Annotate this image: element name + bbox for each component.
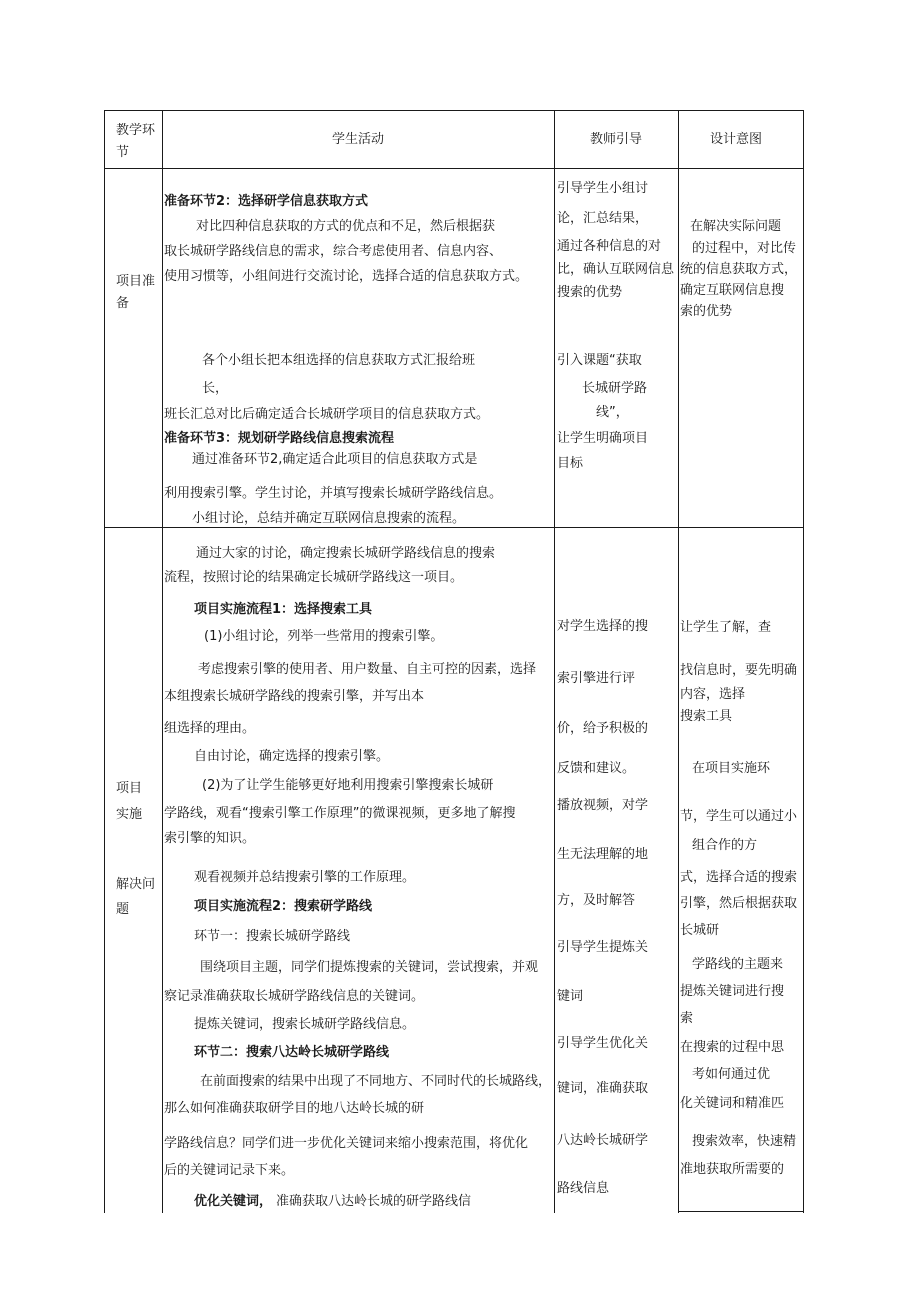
impl-teacher-line: 路线信息: [557, 1181, 610, 1196]
impl-design-line: 准地获取所需要的: [680, 1162, 785, 1177]
impl-student-line: 后的关键词记录下来。: [164, 1163, 295, 1178]
impl-student-line: (2)为了让学生能够更好地利用搜索引擎搜索长城研: [202, 778, 494, 793]
prep-design-line: 在解决实际问题: [690, 219, 782, 234]
impl-design-line: 让学生了解，查: [680, 620, 772, 635]
impl-design-line: 索: [680, 1011, 694, 1026]
impl-teacher-line: 方，及时解答: [557, 893, 636, 908]
impl-student-line: 学路线，观看“搜索引擎工作原理”的微课视频，更多地了解搜: [164, 806, 516, 821]
impl-design-line: 化关键词和精准匹: [680, 1096, 785, 1111]
impl-student-line: 察记录准确获取长城研学路线信息的关键词。: [164, 989, 425, 1004]
impl-student-line: 自由讨论，确定选择的搜索引擎。: [194, 749, 390, 764]
prep-teacher-line: 线”，: [596, 405, 629, 420]
impl-design-line: 长城研: [680, 923, 720, 938]
impl-design-line: 引擎，然后根据获取: [680, 896, 798, 911]
impl-teacher-line: 八达岭长城研学: [557, 1133, 649, 1148]
prep-design-line: 统的信息获取方式，: [680, 262, 798, 277]
prep-teacher-line: 比，确认互联网信息: [557, 262, 675, 277]
prep-teacher-line: 引入课题“获取: [557, 353, 642, 368]
table-left-border: [104, 110, 105, 1213]
impl-design-line: 内容，选择: [680, 687, 746, 702]
table-top-border: [104, 110, 804, 111]
header-stage-line2: 节: [116, 145, 130, 160]
impl-student-line: 本组搜索长城研学路线的搜索引擎，并写出本: [164, 689, 425, 704]
header-student-activity: 学生活动: [332, 132, 385, 147]
prep-student-line: 通过准备环节2,确定适合此项目的信息获取方式是: [192, 452, 478, 467]
impl-student-line: 在前面搜索的结果中出现了不同地方、不同时代的长城路线，: [200, 1074, 552, 1089]
prep-student-line: 小组讨论，总结并确定互联网信息搜索的流程。: [192, 511, 466, 526]
header-stage-line1: 教学环: [116, 123, 156, 138]
impl-stage-label-line3: 解决问: [116, 877, 156, 892]
prep-student-line: 各个小组长把本组选择的信息获取方式汇报给班: [202, 353, 476, 368]
impl-student-line: 组选择的理由。: [164, 721, 256, 736]
prep-student-line: 班长汇总对比后确定适合长城研学项目的信息获取方式。: [164, 407, 490, 422]
impl-student-line: 观看视频并总结搜索引擎的工作原理。: [194, 870, 416, 885]
header-design-intent: 设计意图: [710, 132, 763, 147]
impl-student-line: 流程，按照讨论的结果确定长城研学路线这一项目。: [164, 570, 464, 585]
impl-teacher-line: 引导学生提炼关: [557, 940, 649, 955]
prep-teacher-line: 搜索的优势: [557, 285, 623, 300]
impl-student-line: 环节一：搜索长城研学路线: [194, 929, 351, 944]
impl-teacher-line: 对学生选择的搜: [557, 619, 649, 634]
impl-student-line: (1)小组讨论，列举一些常用的搜索引擎。: [204, 629, 444, 644]
impl-student-line: 提炼关键词，搜索长城研学路线信息。: [194, 1017, 416, 1032]
impl-student-heading: 项目实施流程2：搜索研学路线: [194, 899, 373, 914]
impl-design-line: 提炼关键词进行搜: [680, 984, 785, 999]
prep-design-line: 的过程中，对比传: [692, 241, 797, 256]
impl-student-line: 那么如何准确获取研学目的地八达岭长城的研: [164, 1101, 425, 1116]
prep-teacher-line: 论，汇总结果，: [557, 211, 649, 226]
impl-design-line: 在项目实施环: [692, 761, 771, 776]
prep-student-line: 使用习惯等，小组间进行交流讨论，选择合适的信息获取方式。: [164, 269, 529, 284]
impl-student-line: 准确获取八达岭长城的研学路线信: [276, 1194, 472, 1209]
impl-teacher-line: 键词，准确获取: [557, 1081, 649, 1096]
impl-design-line: 搜索效率，快速精: [692, 1134, 797, 1149]
prep-student-heading: 准备环节2：选择研学信息获取方式: [164, 194, 369, 209]
impl-design-line: 考如何通过优: [692, 1067, 771, 1082]
impl-stage-label-line4: 题: [116, 902, 130, 917]
impl-design-line: 学路线的主题来: [692, 957, 784, 972]
prep-teacher-line: 通过各种信息的对: [557, 239, 662, 254]
col-divider-1: [162, 110, 163, 1213]
impl-teacher-line: 播放视频，对学: [557, 798, 649, 813]
impl-teacher-line: 引导学生优化关: [557, 1036, 649, 1051]
prep-teacher-line: 目标: [557, 456, 584, 471]
prep-student-heading: 准备环节3：规划研学路线信息搜索流程: [164, 431, 395, 446]
impl-teacher-line: 反馈和建议。: [557, 761, 636, 776]
prep-stage-label-line1: 项目准: [116, 274, 156, 289]
impl-student-line: 学路线信息？同学们进一步优化关键词来缩小搜索范围，将优化: [164, 1136, 529, 1151]
impl-design-line: 在搜索的过程中思: [680, 1040, 785, 1055]
impl-design-line: 搜索工具: [680, 709, 733, 724]
impl-teacher-line: 生无法理解的地: [557, 847, 649, 862]
prep-design-line: 确定互联网信息搜: [680, 283, 785, 298]
prep-student-line: 对比四种信息获取的方式的优点和不足，然后根据获: [196, 219, 496, 234]
impl-student-line: 围绕项目主题，同学们提炼搜索的关键词，尝试搜索，并观: [200, 960, 539, 975]
impl-student-line: 索引擎的知识。: [164, 831, 256, 846]
impl-design-line: 节，学生可以通过小: [680, 809, 798, 824]
impl-design-line: 式，选择合适的搜索: [680, 870, 798, 885]
prep-teacher-line: 引导学生小组讨: [557, 181, 649, 196]
prep-student-line: 长，: [202, 381, 229, 396]
prep-student-line: 利用搜索引擎。学生讨论，并填写搜索长城研学路线信息。: [164, 486, 503, 501]
impl-student-heading: 环节二：搜索八达岭长城研学路线: [194, 1045, 390, 1060]
prep-teacher-line: 让学生明确项目: [557, 431, 649, 446]
col-divider-2: [554, 110, 555, 1213]
design-cell-bottom-border: [678, 1211, 804, 1212]
table-right-border: [803, 110, 804, 1213]
impl-design-line: 组合作的方: [692, 838, 758, 853]
impl-teacher-line: 价，给予积极的: [557, 721, 649, 736]
impl-stage-label-line2: 实施: [116, 807, 143, 822]
impl-teacher-line: 键词: [557, 989, 584, 1004]
prep-design-line: 索的优势: [680, 304, 733, 319]
impl-teacher-line: 索引擎进行评: [557, 671, 636, 686]
col-divider-3: [678, 110, 679, 1213]
impl-student-line: 通过大家的讨论，确定搜索长城研学路线信息的搜索: [196, 546, 496, 561]
impl-design-line: 找信息时，要先明确: [680, 663, 798, 678]
header-bottom-border: [104, 168, 804, 169]
header-teacher-guide: 教师引导: [590, 132, 643, 147]
impl-student-heading: 项目实施流程1：选择搜索工具: [194, 602, 373, 617]
prep-student-line: 取长城研学路线信息的需求，综合考虑使用者、信息内容、: [164, 244, 503, 259]
impl-stage-label-line1: 项目: [116, 781, 143, 796]
prep-teacher-line: 长城研学路: [582, 381, 648, 396]
impl-student-line: 考虑搜索引擎的使用者、用户数量、自主可控的因素，选择: [198, 662, 537, 677]
impl-student-heading: 优化关键词，: [194, 1194, 273, 1209]
prep-stage-label-line2: 备: [116, 296, 130, 311]
